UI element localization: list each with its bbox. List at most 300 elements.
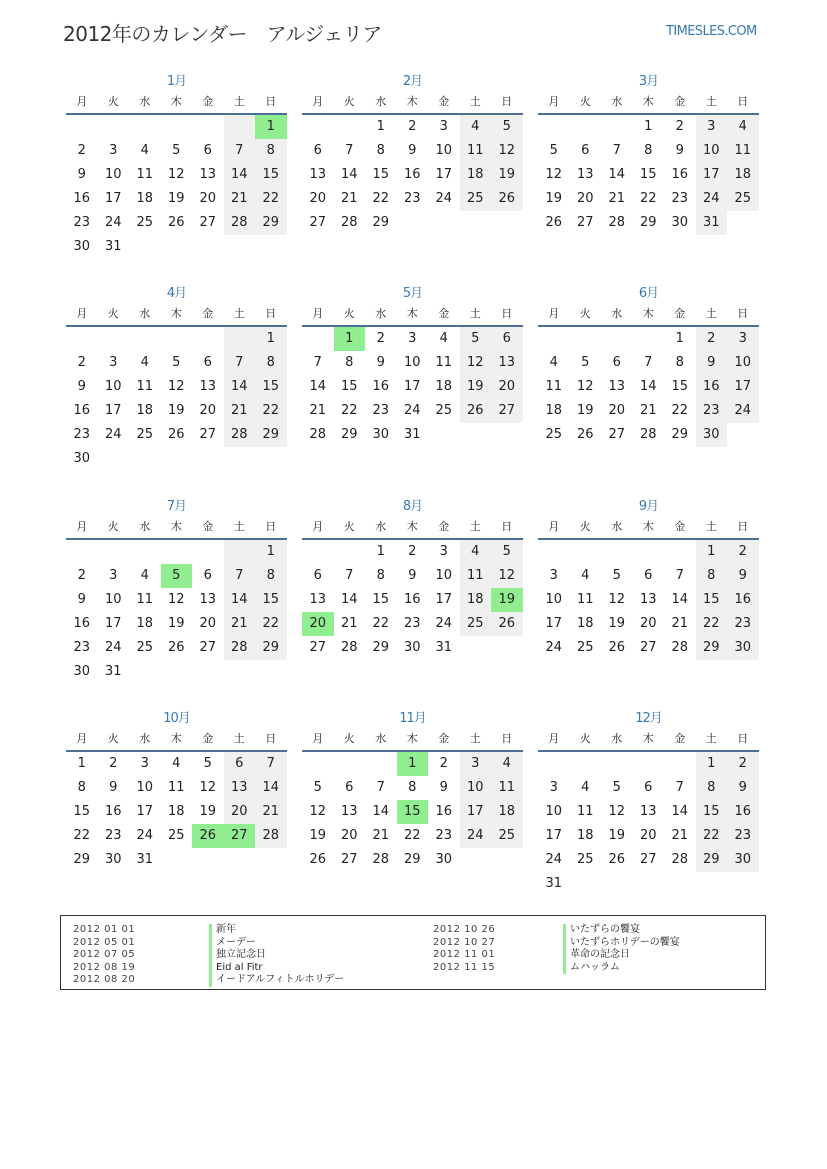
weekday-header xyxy=(302,91,523,115)
weekday-label: 月 xyxy=(548,307,560,320)
weekday-label: 月 xyxy=(312,307,324,320)
empty-day-cell xyxy=(98,447,130,471)
week-row xyxy=(538,163,759,187)
day-cell: 19 xyxy=(309,828,327,843)
day-cell: 5 xyxy=(491,115,523,139)
empty-day-cell xyxy=(255,235,287,259)
weekday-label: 水 xyxy=(139,307,151,320)
day-cell: 6 xyxy=(644,568,653,583)
day-cell: 10 xyxy=(104,167,122,182)
weekday-label: 火 xyxy=(579,732,591,745)
weekday-label: 土 xyxy=(233,95,245,108)
weekday-label: 金 xyxy=(438,307,450,320)
day-cell: 26 xyxy=(460,399,492,423)
weekday-label: 日 xyxy=(265,95,277,108)
month-name: 8月 xyxy=(402,499,423,514)
day-cell: 21 xyxy=(255,800,287,824)
day-cell: 20 xyxy=(608,403,626,418)
holiday-day-cell: 5 xyxy=(161,564,193,588)
day-cell: 26 xyxy=(309,852,327,867)
day-cell: 1 xyxy=(255,540,287,564)
day-cell: 20 xyxy=(639,616,657,631)
empty-day-cell xyxy=(538,752,570,776)
empty-day-cell xyxy=(633,872,665,896)
day-cell: 27 xyxy=(576,215,594,230)
day-cell: 5 xyxy=(172,143,181,158)
day-cell: 17 xyxy=(460,800,492,824)
month-name: 9月 xyxy=(638,499,659,514)
day-cell: 29 xyxy=(73,852,91,867)
day-cell: 7 xyxy=(345,568,354,583)
day-cell: 3 xyxy=(439,544,448,559)
weekday-label: 水 xyxy=(611,520,623,533)
day-cell: 12 xyxy=(608,804,626,819)
day-cell: 13 xyxy=(576,167,594,182)
day-cell: 26 xyxy=(167,215,185,230)
day-cell: 27 xyxy=(340,852,358,867)
day-cell: 14 xyxy=(639,379,657,394)
empty-day-cell xyxy=(224,447,256,471)
day-cell: 28 xyxy=(372,852,390,867)
week-row xyxy=(66,375,287,399)
day-cell: 19 xyxy=(608,828,626,843)
day-cell: 9 xyxy=(77,379,86,394)
day-cell: 2 xyxy=(376,331,385,346)
day-cell: 2 xyxy=(675,119,684,134)
weekday-header xyxy=(66,91,287,115)
day-cell: 1 xyxy=(696,540,728,564)
day-cell: 24 xyxy=(104,215,122,230)
weekday-label: 木 xyxy=(642,307,654,320)
empty-day-cell xyxy=(727,211,759,235)
holiday-day-cell: 1 xyxy=(397,752,429,776)
holiday-name: 新年 xyxy=(209,924,236,937)
day-cell: 5 xyxy=(581,355,590,370)
day-cell: 29 xyxy=(255,636,287,660)
day-cell: 22 xyxy=(372,616,390,631)
week-row xyxy=(66,564,287,588)
week-row xyxy=(302,139,523,163)
day-cell: 8 xyxy=(255,564,287,588)
day-cell: 26 xyxy=(608,852,626,867)
empty-day-cell xyxy=(460,423,492,447)
day-cell: 22 xyxy=(372,191,390,206)
empty-day-cell xyxy=(302,540,334,564)
day-cell: 30 xyxy=(73,664,91,679)
day-cell: 10 xyxy=(104,379,122,394)
day-cell: 2 xyxy=(408,119,417,134)
empty-day-cell xyxy=(192,660,224,684)
weekday-label: 火 xyxy=(579,95,591,108)
empty-day-cell xyxy=(601,752,633,776)
week-row xyxy=(66,800,287,824)
empty-day-cell xyxy=(302,752,334,776)
week-row xyxy=(302,540,523,564)
day-cell: 4 xyxy=(460,540,492,564)
weekday-label: 木 xyxy=(406,307,418,320)
weekday-label: 月 xyxy=(76,307,88,320)
holiday-legend xyxy=(60,915,766,990)
day-cell: 20 xyxy=(224,800,256,824)
day-cell: 15 xyxy=(372,167,390,182)
weekday-label: 木 xyxy=(170,732,182,745)
day-cell: 19 xyxy=(199,804,217,819)
day-cell: 25 xyxy=(491,824,523,848)
holiday-day-cell: 15 xyxy=(397,800,429,824)
day-cell: 2 xyxy=(109,756,118,771)
day-cell: 23 xyxy=(372,403,390,418)
empty-day-cell xyxy=(161,115,193,139)
empty-day-cell xyxy=(98,327,130,351)
day-cell: 12 xyxy=(576,379,594,394)
day-cell: 27 xyxy=(199,640,217,655)
day-cell: 16 xyxy=(73,616,91,631)
month-name: 7月 xyxy=(166,499,187,514)
holiday-name: イードアルフィトルホリデー xyxy=(209,974,344,987)
day-cell: 3 xyxy=(439,119,448,134)
day-cell: 16 xyxy=(696,375,728,399)
weekday-header xyxy=(302,516,523,540)
day-cell: 12 xyxy=(167,379,185,394)
month-calendar xyxy=(538,498,759,660)
day-cell: 12 xyxy=(608,592,626,607)
day-cell: 29 xyxy=(403,852,421,867)
day-cell: 10 xyxy=(545,592,563,607)
day-cell: 24 xyxy=(104,427,122,442)
day-cell: 21 xyxy=(608,191,626,206)
day-cell: 26 xyxy=(491,612,523,636)
day-cell: 7 xyxy=(644,355,653,370)
week-row xyxy=(538,399,759,423)
weekday-label: 金 xyxy=(202,95,214,108)
empty-day-cell xyxy=(334,540,366,564)
day-cell: 29 xyxy=(671,427,689,442)
day-cell: 23 xyxy=(696,399,728,423)
month-calendar xyxy=(302,285,523,447)
month-calendar xyxy=(538,285,759,447)
week-row xyxy=(538,540,759,564)
day-cell: 29 xyxy=(372,640,390,655)
month-name: 6月 xyxy=(638,286,659,301)
day-cell: 22 xyxy=(671,403,689,418)
day-cell: 28 xyxy=(639,427,657,442)
holiday-date: 2012 11 15 xyxy=(433,961,496,973)
empty-day-cell xyxy=(129,235,161,259)
week-row xyxy=(538,139,759,163)
day-cell: 16 xyxy=(403,592,421,607)
weekday-label: 日 xyxy=(737,520,749,533)
day-cell: 15 xyxy=(696,588,728,612)
weekday-label: 土 xyxy=(469,732,481,745)
day-cell: 22 xyxy=(639,191,657,206)
week-row xyxy=(538,423,759,447)
day-cell: 23 xyxy=(403,191,421,206)
week-row xyxy=(66,752,287,776)
day-cell: 10 xyxy=(435,143,453,158)
day-cell: 17 xyxy=(545,616,563,631)
day-cell: 13 xyxy=(199,167,217,182)
day-cell: 3 xyxy=(140,756,149,771)
weekday-label: 木 xyxy=(170,95,182,108)
day-cell: 19 xyxy=(545,191,563,206)
day-cell: 21 xyxy=(671,616,689,631)
empty-day-cell xyxy=(538,327,570,351)
empty-day-cell xyxy=(161,540,193,564)
day-cell: 22 xyxy=(696,824,728,848)
week-row xyxy=(66,163,287,187)
day-cell: 20 xyxy=(199,191,217,206)
day-cell: 30 xyxy=(104,852,122,867)
day-cell: 20 xyxy=(639,828,657,843)
day-cell: 26 xyxy=(491,187,523,211)
day-cell: 2 xyxy=(77,568,86,583)
weekday-label: 木 xyxy=(406,95,418,108)
day-cell: 22 xyxy=(255,399,287,423)
day-cell: 24 xyxy=(104,640,122,655)
day-cell: 3 xyxy=(408,331,417,346)
empty-day-cell xyxy=(255,848,287,872)
day-cell: 24 xyxy=(435,191,453,206)
weekday-label: 金 xyxy=(674,520,686,533)
day-cell: 30 xyxy=(403,640,421,655)
day-cell: 23 xyxy=(727,612,759,636)
day-cell: 16 xyxy=(727,588,759,612)
weekday-label: 金 xyxy=(438,95,450,108)
weekday-label: 月 xyxy=(548,732,560,745)
day-cell: 4 xyxy=(140,143,149,158)
day-cell: 5 xyxy=(549,143,558,158)
site-link[interactable]: TIMESLES.COM xyxy=(666,24,757,39)
month-calendar xyxy=(538,73,759,235)
day-cell: 14 xyxy=(340,167,358,182)
empty-day-cell xyxy=(302,115,334,139)
day-cell: 7 xyxy=(255,752,287,776)
day-cell: 18 xyxy=(435,379,453,394)
day-cell: 4 xyxy=(727,115,759,139)
weekday-label: 火 xyxy=(107,520,119,533)
weekday-label: 土 xyxy=(233,520,245,533)
day-cell: 12 xyxy=(309,804,327,819)
day-cell: 8 xyxy=(644,143,653,158)
day-cell: 11 xyxy=(435,355,453,370)
day-cell: 11 xyxy=(136,167,154,182)
week-row xyxy=(302,776,523,800)
day-cell: 30 xyxy=(696,423,728,447)
day-cell: 7 xyxy=(376,780,385,795)
weekday-header xyxy=(66,516,287,540)
empty-day-cell xyxy=(161,447,193,471)
weekday-label: 金 xyxy=(202,307,214,320)
empty-day-cell xyxy=(601,115,633,139)
weekday-header xyxy=(302,303,523,327)
week-row xyxy=(66,211,287,235)
day-cell: 9 xyxy=(727,564,759,588)
weekday-label: 日 xyxy=(737,732,749,745)
empty-day-cell xyxy=(192,235,224,259)
week-row xyxy=(302,399,523,423)
day-cell: 4 xyxy=(172,756,181,771)
day-cell: 2 xyxy=(696,327,728,351)
empty-day-cell xyxy=(255,447,287,471)
day-cell: 27 xyxy=(199,215,217,230)
empty-day-cell xyxy=(633,327,665,351)
day-cell: 24 xyxy=(403,403,421,418)
day-cell: 29 xyxy=(696,848,728,872)
day-cell: 11 xyxy=(727,139,759,163)
month-calendar xyxy=(66,73,287,259)
day-cell: 4 xyxy=(439,331,448,346)
empty-day-cell xyxy=(570,115,602,139)
holiday-date: 2012 10 27 xyxy=(433,936,496,948)
empty-day-cell xyxy=(397,211,429,235)
empty-day-cell xyxy=(161,660,193,684)
day-cell: 29 xyxy=(639,215,657,230)
day-cell: 9 xyxy=(376,355,385,370)
day-cell: 17 xyxy=(403,379,421,394)
weekday-header xyxy=(538,303,759,327)
week-row xyxy=(302,375,523,399)
day-cell: 30 xyxy=(73,451,91,466)
day-cell: 16 xyxy=(104,804,122,819)
empty-day-cell xyxy=(664,752,696,776)
day-cell: 3 xyxy=(109,568,118,583)
day-cell: 12 xyxy=(199,780,217,795)
day-cell: 1 xyxy=(675,331,684,346)
day-cell: 13 xyxy=(608,379,626,394)
weekday-label: 土 xyxy=(705,732,717,745)
week-row xyxy=(302,848,523,872)
day-cell: 3 xyxy=(727,327,759,351)
day-cell: 15 xyxy=(255,163,287,187)
day-cell: 20 xyxy=(199,616,217,631)
day-cell: 15 xyxy=(255,375,287,399)
empty-day-cell xyxy=(98,540,130,564)
week-row xyxy=(538,588,759,612)
day-cell: 11 xyxy=(136,592,154,607)
weekday-label: 金 xyxy=(202,520,214,533)
week-row xyxy=(66,235,287,259)
day-cell: 18 xyxy=(545,403,563,418)
weekday-label: 土 xyxy=(233,307,245,320)
week-row xyxy=(302,351,523,375)
day-cell: 13 xyxy=(309,592,327,607)
page-title: 2012年のカレンダー アルジェリア xyxy=(63,22,382,46)
empty-day-cell xyxy=(224,540,256,564)
day-cell: 10 xyxy=(136,780,154,795)
weekday-label: 水 xyxy=(375,520,387,533)
day-cell: 20 xyxy=(199,403,217,418)
weekday-label: 水 xyxy=(611,307,623,320)
day-cell: 16 xyxy=(403,167,421,182)
day-cell: 9 xyxy=(77,592,86,607)
week-row xyxy=(538,848,759,872)
day-cell: 7 xyxy=(345,143,354,158)
weekday-label: 水 xyxy=(611,732,623,745)
weekday-label: 月 xyxy=(76,95,88,108)
week-row xyxy=(66,115,287,139)
day-cell: 15 xyxy=(372,592,390,607)
day-cell: 3 xyxy=(109,143,118,158)
empty-day-cell xyxy=(460,211,492,235)
day-cell: 24 xyxy=(696,187,728,211)
weekday-label: 木 xyxy=(170,307,182,320)
week-row xyxy=(66,399,287,423)
day-cell: 1 xyxy=(376,544,385,559)
week-row xyxy=(66,351,287,375)
day-cell: 4 xyxy=(460,115,492,139)
day-cell: 30 xyxy=(727,848,759,872)
day-cell: 28 xyxy=(255,824,287,848)
day-cell: 18 xyxy=(136,616,154,631)
week-row xyxy=(538,612,759,636)
day-cell: 18 xyxy=(491,800,523,824)
day-cell: 28 xyxy=(671,852,689,867)
holiday-name: 独立記念日 xyxy=(209,949,266,962)
day-cell: 6 xyxy=(313,568,322,583)
day-cell: 31 xyxy=(104,664,122,679)
weekday-label: 日 xyxy=(737,95,749,108)
day-cell: 26 xyxy=(608,640,626,655)
weekday-label: 水 xyxy=(375,732,387,745)
day-cell: 21 xyxy=(340,616,358,631)
week-row xyxy=(302,187,523,211)
empty-day-cell xyxy=(224,115,256,139)
week-row xyxy=(66,824,287,848)
day-cell: 14 xyxy=(671,804,689,819)
day-cell: 11 xyxy=(576,804,594,819)
day-cell: 28 xyxy=(309,427,327,442)
week-row xyxy=(302,800,523,824)
day-cell: 24 xyxy=(136,828,154,843)
empty-day-cell xyxy=(334,752,366,776)
empty-day-cell xyxy=(601,327,633,351)
week-row xyxy=(66,327,287,351)
weekday-header xyxy=(66,728,287,752)
day-cell: 8 xyxy=(345,355,354,370)
empty-day-cell xyxy=(428,423,460,447)
empty-day-cell xyxy=(192,115,224,139)
day-cell: 27 xyxy=(199,427,217,442)
day-cell: 29 xyxy=(255,423,287,447)
empty-day-cell xyxy=(601,872,633,896)
day-cell: 31 xyxy=(435,640,453,655)
day-cell: 16 xyxy=(73,403,91,418)
day-cell: 1 xyxy=(77,756,86,771)
week-row xyxy=(538,115,759,139)
day-cell: 8 xyxy=(696,564,728,588)
day-cell: 8 xyxy=(255,351,287,375)
empty-day-cell xyxy=(66,115,98,139)
day-cell: 25 xyxy=(460,187,492,211)
day-cell: 14 xyxy=(309,379,327,394)
day-cell: 7 xyxy=(313,355,322,370)
holiday-name: 革命の記念日 xyxy=(563,949,630,962)
day-cell: 6 xyxy=(203,568,212,583)
week-row xyxy=(66,423,287,447)
weekday-label: 金 xyxy=(674,307,686,320)
week-row xyxy=(538,564,759,588)
day-cell: 15 xyxy=(671,379,689,394)
day-cell: 25 xyxy=(545,427,563,442)
weekday-label: 土 xyxy=(705,95,717,108)
day-cell: 4 xyxy=(491,752,523,776)
day-cell: 5 xyxy=(460,327,492,351)
day-cell: 28 xyxy=(340,640,358,655)
empty-day-cell xyxy=(255,660,287,684)
day-cell: 11 xyxy=(136,379,154,394)
empty-day-cell xyxy=(98,115,130,139)
day-cell: 11 xyxy=(460,564,492,588)
